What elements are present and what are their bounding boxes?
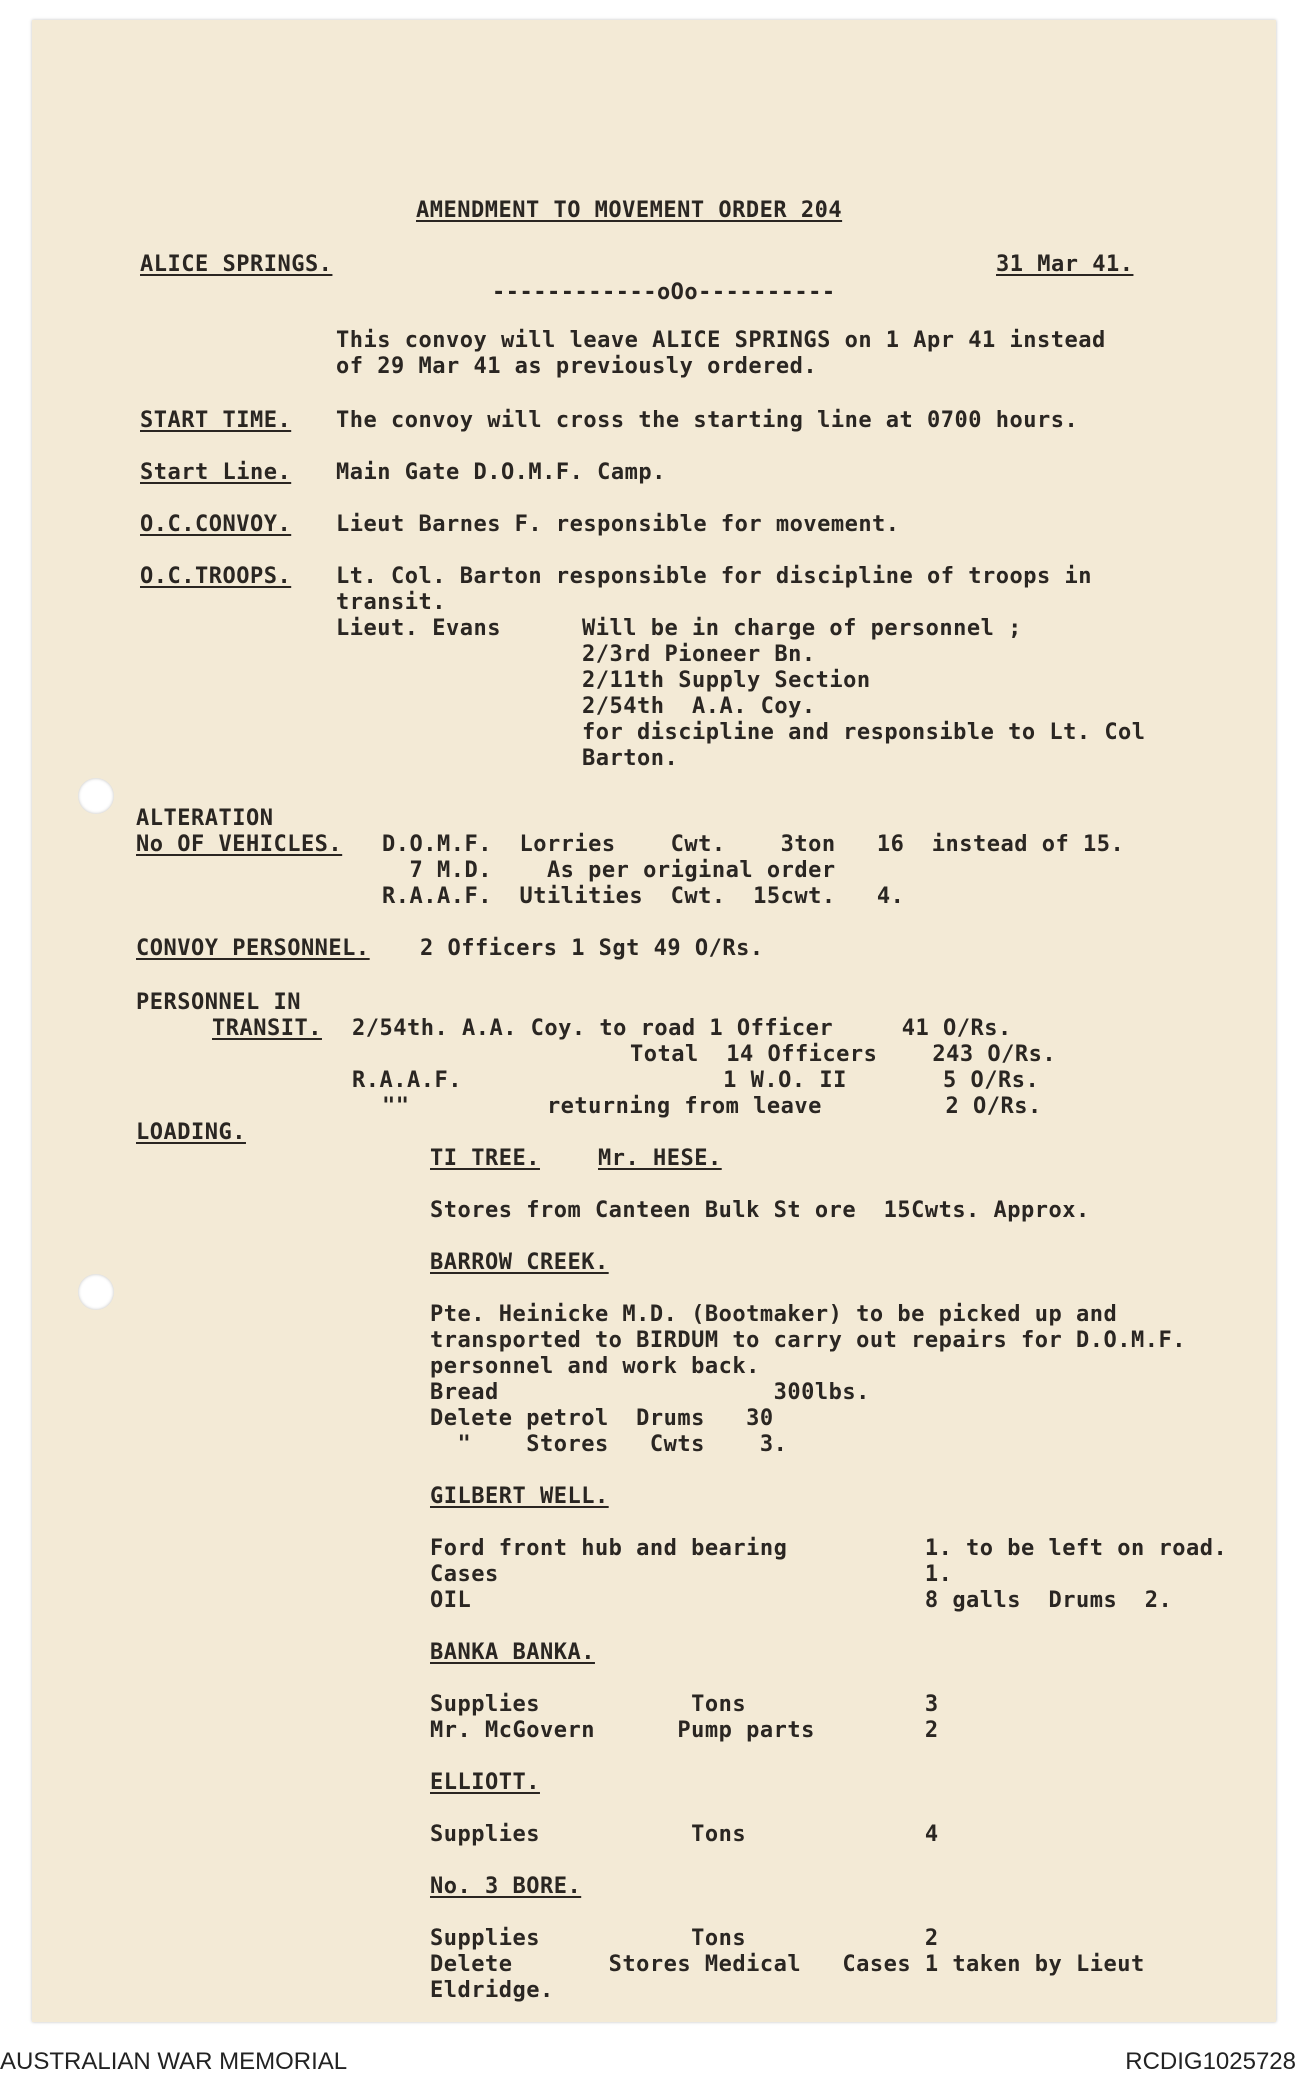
vehicles-row: R.A.A.F. Utilities Cwt. 15cwt. 4.: [382, 884, 905, 909]
oc-convoy-label: O.C.CONVOY.: [140, 512, 292, 537]
document-title: AMENDMENT TO MOVEMENT ORDER 204: [416, 198, 843, 223]
intro-line: This convoy will leave ALICE SPRINGS on 1 Apr 41 instead: [336, 328, 1106, 353]
convoy-personnel-label: CONVOY PERSONNEL.: [136, 936, 370, 961]
oc-troops-line: Lt. Col. Barton responsible for discipline of troops in: [336, 564, 1092, 589]
stop-line: Ford front hub and bearing 1. to be left on road.: [430, 1536, 1228, 1561]
stop-line: Supplies Tons 4: [430, 1822, 939, 1847]
stop-line: Stores from Canteen Bulk St ore 15Cwts. Approx.: [430, 1198, 1090, 1223]
document-page: [32, 20, 1276, 2022]
stop-line: Eldridge.: [430, 1978, 554, 2003]
start-time-label: START TIME.: [140, 408, 292, 433]
stop-line: personnel and work back.: [430, 1354, 760, 1379]
personnel-transit-label: TRANSIT.: [212, 1016, 322, 1041]
personnel-transit-label: PERSONNEL IN: [136, 990, 301, 1015]
punch-hole: [78, 778, 114, 814]
lieut-name: Lieut. Evans: [336, 616, 501, 641]
stop-heading: GILBERT WELL.: [430, 1484, 609, 1509]
footer-item-id: RCDIG1025728: [1125, 2048, 1296, 2075]
footer-archive-name: AUSTRALIAN WAR MEMORIAL: [0, 2048, 348, 2075]
stop-line: Mr. McGovern Pump parts 2: [430, 1718, 939, 1743]
stop-contact: Mr. HESE.: [598, 1146, 722, 1171]
personnel-transit-row: Total 14 Officers 243 O/Rs.: [630, 1042, 1057, 1067]
oc-troops-detail: 2/11th Supply Section: [582, 668, 871, 693]
vehicles-row: 7 M.D. As per original order: [382, 858, 836, 883]
divider: ------------oOo----------: [492, 280, 836, 305]
convoy-personnel-text: 2 Officers 1 Sgt 49 O/Rs.: [420, 936, 764, 961]
vehicles-label: No OF VEHICLES.: [136, 832, 343, 857]
stop-line: Supplies Tons 2: [430, 1926, 939, 1951]
oc-troops-line: transit.: [336, 590, 446, 615]
start-time-text: The convoy will cross the starting line at 0700 hours.: [336, 408, 1079, 433]
stop-line: Bread 300lbs.: [430, 1380, 870, 1405]
stop-heading: BANKA BANKA.: [430, 1640, 595, 1665]
oc-troops-detail: Will be in charge of personnel ;: [582, 616, 1022, 641]
stop-line: Cases 1.: [430, 1562, 953, 1587]
oc-troops-label: O.C.TROOPS.: [140, 564, 292, 589]
stop-heading: No. 3 BORE.: [430, 1874, 582, 1899]
loading-label: LOADING.: [136, 1120, 246, 1145]
stop-heading: TI TREE.: [430, 1146, 540, 1171]
date: 31 Mar 41.: [996, 252, 1134, 277]
personnel-transit-row: R.A.A.F. 1 W.O. II 5 O/Rs.: [352, 1068, 1040, 1093]
oc-troops-detail: Barton.: [582, 746, 679, 771]
vehicles-row: D.O.M.F. Lorries Cwt. 3ton 16 instead of 15.: [382, 832, 1125, 857]
intro-line: of 29 Mar 41 as previously ordered.: [336, 354, 818, 379]
personnel-transit-row: 2/54th. A.A. Coy. to road 1 Officer 41 O/Rs.: [352, 1016, 1012, 1041]
personnel-transit-row: "" returning from leave 2 O/Rs.: [382, 1094, 1042, 1119]
oc-troops-detail: 2/54th A.A. Coy.: [582, 694, 816, 719]
stop-line: OIL 8 galls Drums 2.: [430, 1588, 1173, 1613]
location: ALICE SPRINGS.: [140, 252, 333, 277]
oc-troops-detail: 2/3rd Pioneer Bn.: [582, 642, 816, 667]
start-line-label: Start Line.: [140, 460, 292, 485]
vehicles-label: ALTERATION: [136, 806, 274, 831]
stop-line: Pte. Heinicke M.D. (Bootmaker) to be picked up and: [430, 1302, 1118, 1327]
stop-line: Supplies Tons 3: [430, 1692, 939, 1717]
oc-troops-detail: for discipline and responsible to Lt. Col: [582, 720, 1146, 745]
stop-heading: BARROW CREEK.: [430, 1250, 609, 1275]
stop-line: Delete Stores Medical Cases 1 taken by Lieut: [430, 1952, 1145, 1977]
stop-line: transported to BIRDUM to carry out repairs for D.O.M.F.: [430, 1328, 1186, 1353]
stop-heading: ELLIOTT.: [430, 1770, 540, 1795]
stop-line: Delete petrol Drums 30: [430, 1406, 774, 1431]
punch-hole: [78, 1274, 114, 1310]
start-line-text: Main Gate D.O.M.F. Camp.: [336, 460, 666, 485]
stop-line: " Stores Cwts 3.: [430, 1432, 788, 1457]
oc-convoy-text: Lieut Barnes F. responsible for movement.: [336, 512, 900, 537]
